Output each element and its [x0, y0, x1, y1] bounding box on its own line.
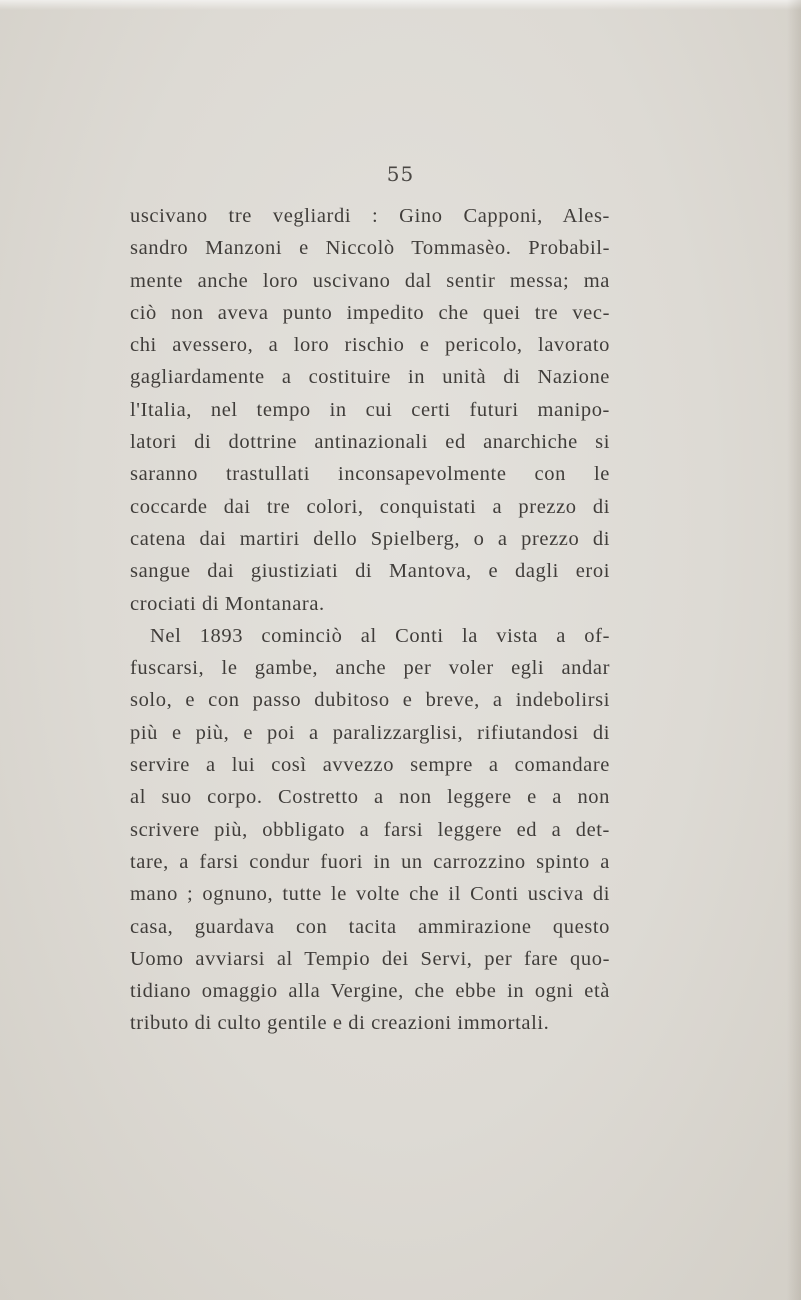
text-line: chi avessero, a loro rischio e pericolo, lavorato: [130, 334, 610, 357]
text-line: catena dai martiri dello Spielberg, o a prezzo di: [130, 527, 610, 550]
text-line: ciò non aveva punto impedito che quei tre vec-: [130, 301, 610, 324]
text-line: solo, e con passo dubitoso e breve, a indebolirsi: [130, 689, 610, 712]
text-line: Uomo avviarsi al Tempio dei Servi, per fare quo-: [130, 947, 610, 970]
text-line: casa, guardava con tacita ammirazione questo: [130, 915, 610, 938]
text-line: al suo corpo. Costretto a non leggere e a non: [130, 786, 610, 809]
text-line: mano ; ognuno, tutte le volte che il Conti usciva di: [130, 883, 610, 906]
page-top-edge: [0, 0, 801, 10]
text-line: saranno trastullati inconsapevolmente con le: [130, 463, 610, 486]
text-line: Nel 1893 cominciò al Conti la vista a of-: [150, 624, 610, 647]
page-number: 55: [386, 162, 415, 186]
text-line: servire a lui così avvezzo sempre a comandare: [130, 754, 610, 777]
text-line: uscivano tre vegliardi : Gino Capponi, Ales-: [130, 205, 610, 227]
text-line: fuscarsi, le gambe, anche per voler egli andar: [130, 657, 610, 680]
text-line: coccarde dai tre colori, conquistati a prezzo di: [130, 495, 610, 518]
text-line: gagliardamente a costituire in unità di Nazione: [130, 366, 610, 389]
text-line: scrivere più, obbligato a farsi leggere ed a det-: [130, 818, 610, 841]
body-text: [130, 200, 610, 1040]
text-line: l'Italia, nel tempo in cui certi futuri manipo-: [130, 398, 610, 421]
page-right-edge: [787, 0, 801, 1300]
text-line: più e più, e poi a paralizzarglisi, rifiutandosi di: [130, 721, 610, 744]
text-line: tributo di culto gentile e di creazioni immortali.: [130, 1012, 550, 1035]
text-line: tare, a farsi condur fuori in un carrozzino spinto a: [130, 850, 610, 873]
text-line: latori di dottrine antinazionali ed anarchiche si: [130, 431, 610, 454]
text-line: sandro Manzoni e Niccolò Tommasèo. Probabil-: [130, 237, 610, 260]
text-line: sangue dai giustiziati di Mantova, e dagli eroi: [130, 560, 610, 583]
text-line: tidiano omaggio alla Vergine, che ebbe in ogni età: [130, 980, 610, 1003]
text-line: mente anche loro uscivano dal sentir messa; ma: [130, 269, 610, 292]
text-line: crociati di Montanara.: [130, 592, 325, 615]
